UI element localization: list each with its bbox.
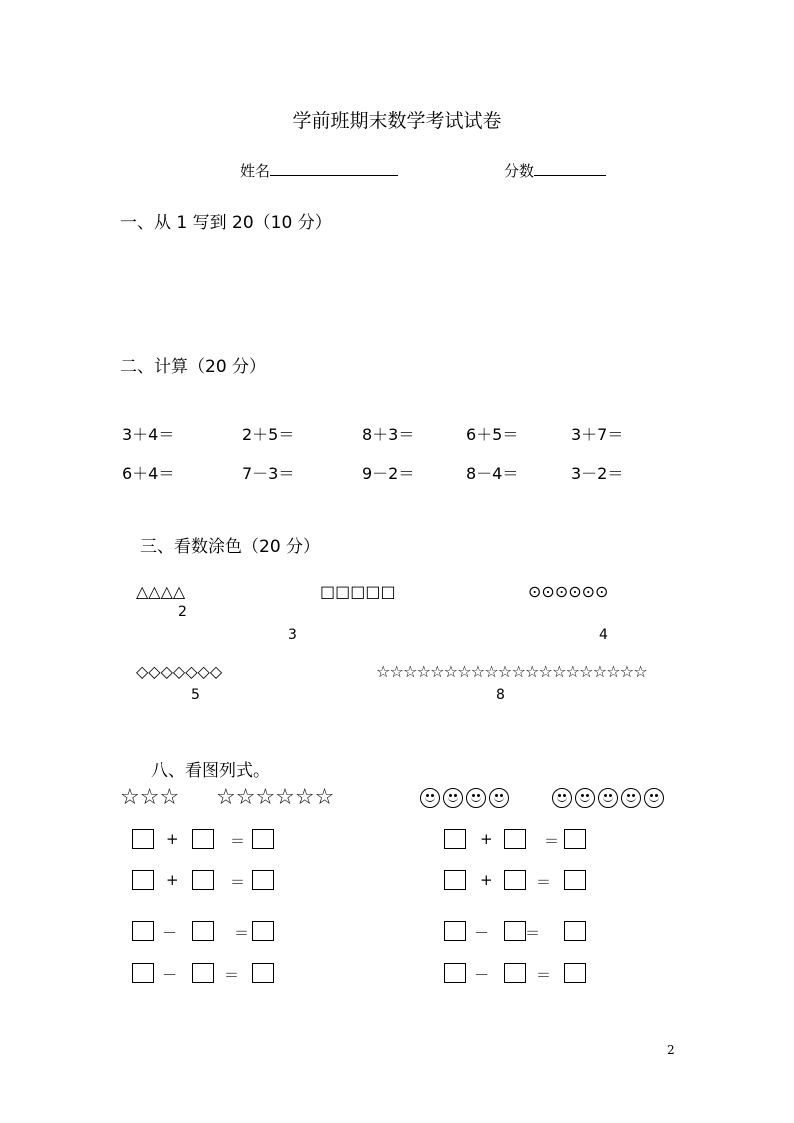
plus-sign: + (480, 871, 493, 889)
answer-box[interactable] (564, 829, 586, 849)
name-field (240, 160, 398, 181)
answer-box[interactable] (192, 870, 214, 890)
score-field (504, 160, 606, 181)
answer-box[interactable] (192, 921, 214, 941)
answer-box[interactable] (192, 829, 214, 849)
triangles-count: 2 (178, 604, 187, 620)
calc-problem: 6＋5＝ (466, 425, 519, 444)
smiley-icon (466, 788, 486, 808)
minus-sign: － (162, 924, 178, 942)
answer-box[interactable] (132, 921, 154, 941)
star-group-right: ☆☆☆☆☆☆ (216, 785, 335, 810)
answer-box[interactable] (252, 921, 274, 941)
squares-count: 3 (288, 627, 297, 643)
smiley-icon (420, 788, 440, 808)
answer-box[interactable] (252, 829, 274, 849)
smiley-icon (443, 788, 463, 808)
answer-box[interactable] (564, 963, 586, 983)
calc-problem: 3＋4＝ (122, 425, 175, 444)
smiley-group-right (552, 788, 667, 812)
equals-sign: ＝ (234, 924, 250, 942)
section3-heading: 三、看数涂色（20 分） (140, 537, 321, 557)
circle-shapes[interactable]: ⊙⊙⊙⊙⊙⊙ (528, 582, 609, 601)
page-number: 2 (667, 1043, 675, 1057)
plus-sign: + (166, 871, 179, 889)
equals-sign: ＝ (544, 832, 560, 850)
minus-sign: － (162, 966, 178, 984)
calc-problem: 6＋4＝ (122, 464, 175, 483)
section8-heading: 八、看图列式。 (151, 761, 270, 781)
smiley-icon (598, 788, 618, 808)
plus-sign: + (480, 830, 493, 848)
equals-sign: ＝ (230, 832, 246, 850)
page-title: 学前班期末数学考试试卷 (292, 110, 502, 132)
answer-box[interactable] (504, 870, 526, 890)
answer-box[interactable] (564, 921, 586, 941)
answer-box[interactable] (444, 829, 466, 849)
smiley-icon (644, 788, 664, 808)
equals-sign: ＝ (536, 873, 552, 891)
answer-box[interactable] (444, 963, 466, 983)
equals-sign: ＝ (525, 924, 541, 942)
answer-box[interactable] (504, 921, 526, 941)
score-label: 分数 (504, 162, 535, 180)
square-shapes[interactable]: □□□□□ (320, 582, 396, 601)
answer-box[interactable] (444, 921, 466, 941)
stars-count: 8 (496, 687, 505, 703)
answer-box[interactable] (444, 870, 466, 890)
equals-sign: ＝ (230, 873, 246, 891)
answer-box[interactable] (192, 963, 214, 983)
calc-problem: 2＋5＝ (242, 425, 295, 444)
calc-problem: 7－3＝ (242, 464, 295, 483)
calc-problem: 3＋7＝ (571, 425, 624, 444)
star-group-left: ☆☆☆ (120, 785, 180, 810)
minus-sign: － (474, 966, 490, 984)
calc-problem: 8－4＝ (466, 464, 519, 483)
calc-problem: 8＋3＝ (362, 425, 415, 444)
answer-box[interactable] (252, 870, 274, 890)
smiley-icon (575, 788, 595, 808)
star-shapes[interactable]: ☆☆☆☆☆☆☆☆☆☆☆☆☆☆☆☆☆☆☆☆ (376, 662, 647, 681)
answer-box[interactable] (132, 963, 154, 983)
smiley-group-left (420, 788, 512, 812)
score-blank-line[interactable] (534, 161, 606, 176)
minus-sign: － (474, 924, 490, 942)
answer-box[interactable] (132, 829, 154, 849)
plus-sign: + (166, 830, 179, 848)
smiley-icon (552, 788, 572, 808)
diamonds-count: 5 (191, 687, 200, 703)
diamond-shapes[interactable]: ◇◇◇◇◇◇◇ (136, 662, 223, 681)
answer-box[interactable] (132, 870, 154, 890)
answer-box[interactable] (252, 963, 274, 983)
section1-heading: 一、从 1 写到 20（10 分） (120, 213, 332, 233)
calc-problem: 3－2＝ (571, 464, 624, 483)
smiley-icon (621, 788, 641, 808)
answer-box[interactable] (504, 829, 526, 849)
name-label: 姓名 (240, 162, 271, 180)
circles-count: 4 (599, 627, 608, 643)
equals-sign: ＝ (224, 966, 240, 984)
name-blank-line[interactable] (270, 161, 398, 176)
calc-problem: 9－2＝ (362, 464, 415, 483)
equals-sign: ＝ (536, 966, 552, 984)
answer-box[interactable] (564, 870, 586, 890)
answer-box[interactable] (504, 963, 526, 983)
section2-heading: 二、计算（20 分） (120, 357, 267, 377)
smiley-icon (489, 788, 509, 808)
triangle-shapes[interactable]: △△△△ (136, 582, 186, 601)
